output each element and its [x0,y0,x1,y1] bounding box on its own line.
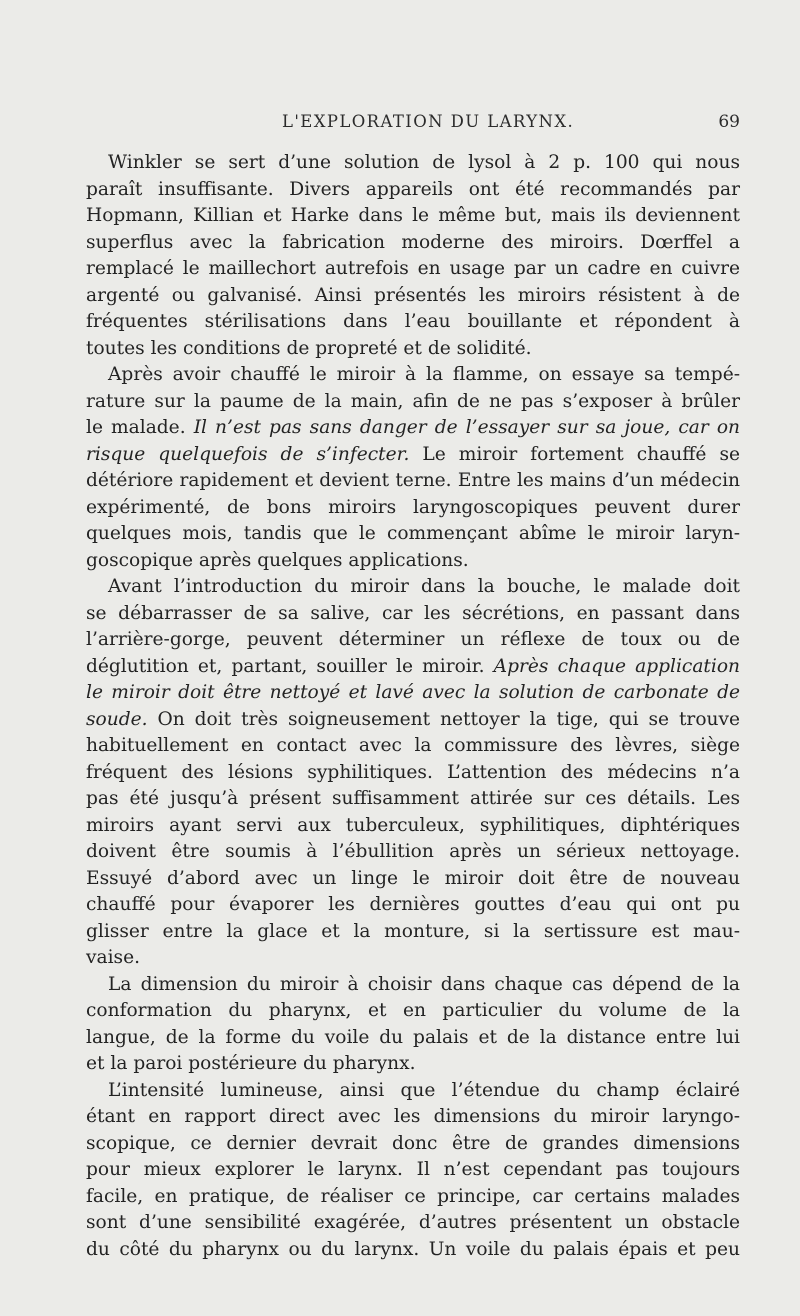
text-run: et la paroi postérieure du pharynx. [86,1053,416,1074]
text-run: Winkler se sert d’une solution de lysol à 2 p. 100 qui nous [108,152,740,173]
text-run: paraît insuffisante. Divers appareils ont été recommandés par [86,178,740,200]
italic-run: le miroir doit être nettoyé et lavé avec la solution de carbonate de [86,682,740,703]
text-run: l’arrière-gorge, peuvent déterminer un réflexe de toux ou de [86,629,740,650]
text-line [86,1078,740,1105]
text-line [86,1157,740,1184]
text-line [86,1237,740,1264]
text-line [86,919,740,946]
body-text [86,150,740,1263]
text-run: rature sur la paume de la main, afin de ne pas s’exposer à brûler [86,390,740,412]
text-run: L’intensité lumineuse, ainsi que l’étendue du champ éclairé [108,1079,740,1101]
text-run: fréquentes stérilisations dans l’eau bouillante et répondent à [86,311,740,332]
text-line [86,1104,740,1131]
text-run: La dimension du miroir à choisir dans chaque cas dépend de la [108,973,740,995]
text-line [86,203,740,230]
italic-run: risque quelquefois de s’infecter. [86,443,410,465]
text-line [86,733,740,760]
text-line [86,415,740,442]
text-line [86,998,740,1025]
text-run: doivent être soumis à l’ébullition après un sérieux nettoyage. [86,841,740,862]
page-number: 69 [718,112,740,132]
text-line [86,1051,740,1078]
italic-run: Il n’est pas sans danger de l’essayer sur sa joue, car on [193,417,740,438]
text-line [86,548,740,575]
text-line [86,972,740,999]
text-run: superflus avec la fabrication moderne des miroirs. Dœrffel a [86,231,740,253]
running-title: L'EXPLORATION DU LARYNX. [282,112,575,131]
text-run: miroirs ayant servi aux tuberculeux, syphilitiques, diphtériques [86,814,740,836]
text-run: habituellement en contact avec la commissure des lèvres, siège [86,735,740,756]
italic-run: Après chaque application [493,655,740,677]
text-run: déglutition et, partant, souiller le miroir. [86,655,494,677]
text-line [86,945,740,972]
text-line [86,786,740,813]
text-line [86,309,740,336]
text-run: détériore rapidement et devient terne. Entre les mains d’un médecin [86,470,740,491]
text-line [86,601,740,628]
text-run: fréquent des lésions syphilitiques. L’attention des médecins n’a [86,761,740,783]
text-run: toutes les conditions de propreté et de solidité. [86,337,532,359]
text-line [86,627,740,654]
text-line [86,1184,740,1211]
text-run: expérimenté, de bons miroirs laryngoscopiques peuvent durer [86,496,740,518]
text-line [86,256,740,283]
text-line [86,680,740,707]
text-run: Le miroir fortement chauffé se [409,443,740,465]
text-line [86,283,740,310]
text-run: quelques mois, tandis que le commençant abîme le miroir laryn- [86,523,740,544]
text-line [86,654,740,681]
text-run: étant en rapport direct avec les dimensions du miroir laryngo- [86,1106,740,1127]
text-line [86,150,740,177]
text-run: facile, en pratique, de réaliser ce principe, car certains malades [86,1185,740,1207]
text-line [86,468,740,495]
text-run: Essuyé d’abord avec un linge le miroir doit être de nouveau [86,867,740,889]
text-run: se débarrasser de sa salive, car les sécrétions, en passant dans [86,602,740,624]
text-line [86,1131,740,1158]
text-line [86,839,740,866]
text-line [86,495,740,522]
text-line [86,892,740,919]
text-run: pour mieux explorer le larynx. Il n’est cependant pas toujours [86,1159,740,1180]
text-line [86,230,740,257]
text-line [86,1210,740,1237]
text-line [86,866,740,893]
text-run: Avant l’introduction du miroir dans la bouche, le malade doit [108,576,740,597]
italic-run: soude. [86,708,148,730]
text-run: Hopmann, Killian et Harke dans le même but, mais ils deviennent [86,205,740,226]
text-run: On doit très soigneusement nettoyer la tige, qui se trouve [147,708,740,730]
text-line [86,574,740,601]
text-run: remplacé le maillechort autrefois en usage par un cadre en cuivre [86,258,740,279]
text-run: sont d’une sensibilité exagérée, d’autres présentent un obstacle [86,1212,740,1233]
text-line [86,760,740,787]
text-line [86,521,740,548]
text-line [86,336,740,363]
text-run: scopique, ce dernier devrait donc être de grandes dimensions [86,1132,740,1154]
text-line [86,177,740,204]
running-head [86,112,740,138]
text-line [86,362,740,389]
text-run: glisser entre la glace et la monture, si la sertissure est mau- [86,920,740,942]
text-line [86,389,740,416]
text-run: le malade. [86,417,194,438]
text-run: Après avoir chauffé le miroir à la flamme, on essaye sa tempé- [108,364,740,385]
text-line [86,707,740,734]
text-line [86,1025,740,1052]
text-run: argenté ou galvanisé. Ainsi présentés les miroirs résistent à de [86,284,740,306]
text-run: du côté du pharynx ou du larynx. Un voile du palais épais et peu [86,1238,740,1260]
text-run: conformation du pharynx, et en particulier du volume de la [86,1000,740,1021]
text-run: goscopique après quelques applications. [86,549,469,571]
text-line [86,813,740,840]
text-run: langue, de la forme du voile du palais et de la distance entre lui [86,1026,740,1048]
text-run: pas été jusqu’à présent suffisamment attirée sur ces détails. Les [86,788,740,809]
text-run: chauffé pour évaporer les dernières gouttes d’eau qui ont pu [86,894,740,915]
text-run: vaise. [86,947,140,968]
text-line [86,442,740,469]
